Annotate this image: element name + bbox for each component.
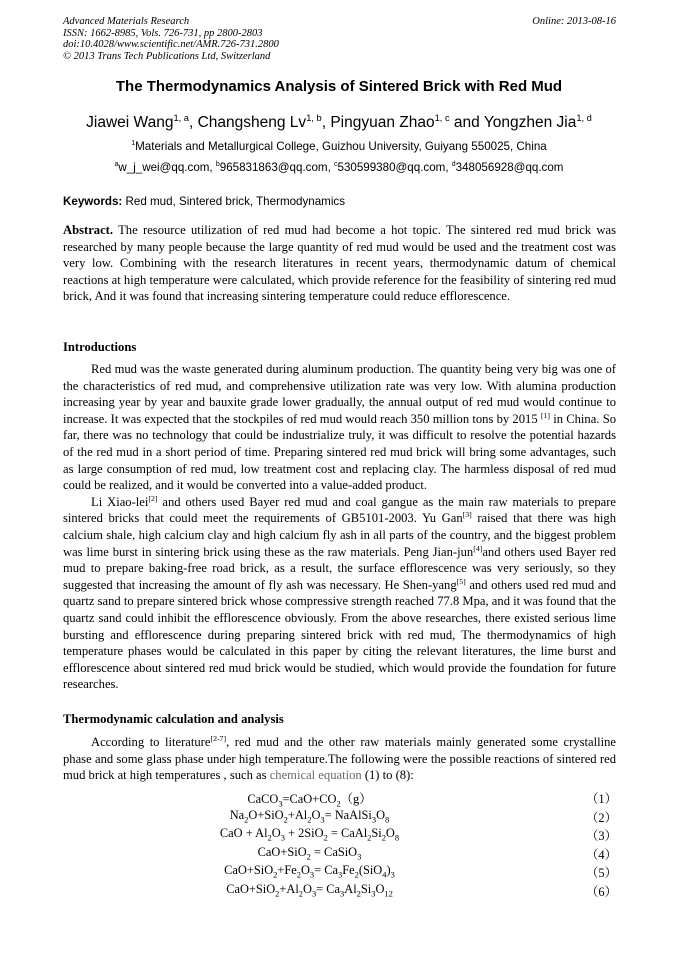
journal-name: Advanced Materials Research xyxy=(63,16,190,27)
section-heading-thermodynamic: Thermodynamic calculation and analysis xyxy=(63,712,284,726)
author-list: Jiawei Wang$^{1, a}$, Changsheng Lv$^{1, b}$, Pingyuan Zhao$^{1, c}$ and Yongzhen Jia$^{1, d}$ xyxy=(86,112,592,131)
affiliation xyxy=(0,140,678,153)
author-affil-mark: 1, a xyxy=(173,112,189,123)
author-name: Pingyuan Zhao xyxy=(330,114,435,131)
author-emails xyxy=(0,161,678,174)
equation-number: （4） xyxy=(586,847,617,862)
abstract-label: Abstract. xyxy=(63,223,114,237)
paragraph-text: , red mud and the other raw materials mainly generated some crystalline phase and some glass phase under high temperature.The following were the possible reactions of sintered red mud brick at high temperatures , such as xyxy=(63,735,616,783)
keywords xyxy=(63,195,616,208)
citation: [5] xyxy=(456,576,466,586)
email-mark: c xyxy=(334,161,338,169)
section-heading-introductions: Introductions xyxy=(63,340,137,354)
paragraph-text: and others used Bayer red mud to prepare baking-free road brick, as a result, the surface efflorescence was very seriously, so they suggested that increasing the amount of fly ash was necessary. He Shen-yang xyxy=(63,544,616,592)
paragraph-text: and others used Bayer red mud and coal gangue as the main raw materials to prepare sintered bricks that could meet the requirements of GB5101-2003. Yu Gan xyxy=(63,494,617,526)
email-mark: a xyxy=(114,161,119,169)
paragraph xyxy=(63,734,616,784)
doi-line: doi:10.4028/www.scientific.net/AMR.726-731.2800 xyxy=(63,39,279,50)
citation: [4] xyxy=(473,543,483,553)
keywords-label: Keywords: xyxy=(63,195,123,208)
equation-formula: $Na_2O+SiO_2+Al_2O_3=$ $NaAlSi_3O_8$ xyxy=(229,807,390,824)
keywords-text: Red mud, Sintered brick, Thermodynamics xyxy=(122,195,346,208)
paragraph-text: According to literature xyxy=(91,735,211,749)
author-name: Changsheng Lv xyxy=(197,114,307,131)
equation-row xyxy=(63,863,616,882)
equation-formula: $CaO+SiO_2+Al_2O_3= Ca_3Al_2Si_3O_{12}$ xyxy=(226,881,393,898)
equation-number: （6） xyxy=(586,884,617,899)
equation-row xyxy=(63,882,616,901)
affiliation-text: Materials and Metallurgical College, Guizhou University, Guiyang 550025, China xyxy=(135,140,547,153)
email: 348056928@qq.com xyxy=(455,161,564,174)
author-affil-mark: 1, c xyxy=(434,112,450,123)
equation-row xyxy=(63,845,616,864)
equation-row xyxy=(63,789,616,808)
chemical-equation-link[interactable]: chemical equation xyxy=(269,768,362,783)
author-conjunction: and xyxy=(449,114,484,131)
equation-row xyxy=(63,808,616,827)
paragraph xyxy=(63,494,616,693)
citation: [2-7] xyxy=(210,733,227,743)
paragraph-text: Li Xiao-lei xyxy=(91,494,149,509)
paragraph xyxy=(63,361,616,494)
equation-formula: CaO + $Al_2O_3 + 2SiO_2$ = $CaAl_2Si_2O_8$ xyxy=(219,826,400,843)
author-name: Yongzhen Jia xyxy=(483,114,577,131)
abstract-text: The resource utilization of red mud had become a hot topic. The sintered red mud brick was researched by many people because the large quantity of red mud would be used and the treatment cost was very low. Combining with the research literatures in recent years, thermodynamic datum of chemical reactions at high temperature were calculated, which provide reference for the feasibility of sintering red mud brick, And it was found that increasing sintering temperature could reduce efflorescence. xyxy=(63,223,616,304)
copyright-line: © 2013 Trans Tech Publications Ltd, Switzerland xyxy=(63,50,271,62)
email: w_j_wei@qq.com, xyxy=(118,161,216,174)
equation-formula: CaO+SiO$_2$ = CaSiO$_3$ xyxy=(257,844,362,861)
paragraph-text: in China. So far, there was no technology that could be industrialize truly, it was difficult to resolve the potential hazards of the red mud in a short period of time. Preparing sintered red mud brick will bring some advantages, such as large consumption of red mud, low treatment cost and replacing clay. The harmless disposal of red mud could be realized, and it would be converted into a value-added product. xyxy=(63,411,616,493)
online-date: Online: 2013-08-16 xyxy=(532,16,616,27)
citation: [1] xyxy=(540,410,550,420)
equation-formula: $CaO+SiO_2+Fe_2O_3= Ca_3Fe_2(SiO_4)_3$ xyxy=(224,863,395,880)
issn-line: ISSN: 1662-8985, Vols. 726-731, pp 2800-2803 xyxy=(63,27,263,39)
email-mark: d xyxy=(451,161,456,169)
abstract xyxy=(63,222,616,305)
email: 965831863@qq.com, xyxy=(219,161,335,174)
author-name: Jiawei Wang xyxy=(86,114,174,131)
thermodynamic-body xyxy=(63,734,616,784)
paragraph-text: raised that there was high calcium shale, high calcium clay and high calcium fly ash in all parts of the country, and the biggest problem was lime burst in sintering brick using these as the raw materials. Peng Jian-jun xyxy=(63,511,616,559)
equation-list xyxy=(63,789,616,900)
paragraph-text: (1) to (8): xyxy=(361,768,414,783)
equation-number: （5） xyxy=(586,866,617,880)
equation-number: （1） xyxy=(586,792,617,806)
author-affil-mark: 1, b xyxy=(306,112,322,123)
paragraph-text: and others used red mud and quartz sand to prepare sintered brick whose compressive strength reached 77.8 Mpa, and it was found that the quartz sand could inhibit the efflorescence obviously. From the above researches, there existed serious lime bursting and efflorescence during preparing sintered brick with red mud, The thermodynamics of high temperature phases would be calculated in this paper by citing the relevant literatures, the lime burst and efflorescence about sintered red mud brick would be studied, which would provide the foundation for future researches. xyxy=(63,577,616,692)
email-mark: b xyxy=(215,161,220,169)
introduction-body xyxy=(63,361,616,693)
author-affil-mark: 1, d xyxy=(576,112,592,123)
equation-number: （2） xyxy=(586,810,617,825)
paragraph-text: Red mud was the waste generated during aluminum production. The quantity being very big was one of the characteristics of red mud, and comprehensive utilization rate was very low. With alumina production increasing year by year and bauxite grade lower gradually, the annual output of red mud would continue to increase. It was expected that the stockpiles of red mud would reach 350 million tons by 2015 xyxy=(63,362,616,426)
citation: [2] xyxy=(148,493,158,503)
affiliation-mark: 1 xyxy=(131,140,136,148)
equation-formula: $CaCO_3=CaO+CO_2(g)$ xyxy=(247,792,372,809)
email: 530599380@qq.com, xyxy=(337,161,452,174)
running-header xyxy=(63,16,616,62)
equation-row xyxy=(63,826,616,845)
paper-title: The Thermodynamics Analysis of Sintered Brick with Red Mud xyxy=(115,78,563,95)
equation-number: （3） xyxy=(586,829,617,843)
citation: [3] xyxy=(462,510,472,520)
